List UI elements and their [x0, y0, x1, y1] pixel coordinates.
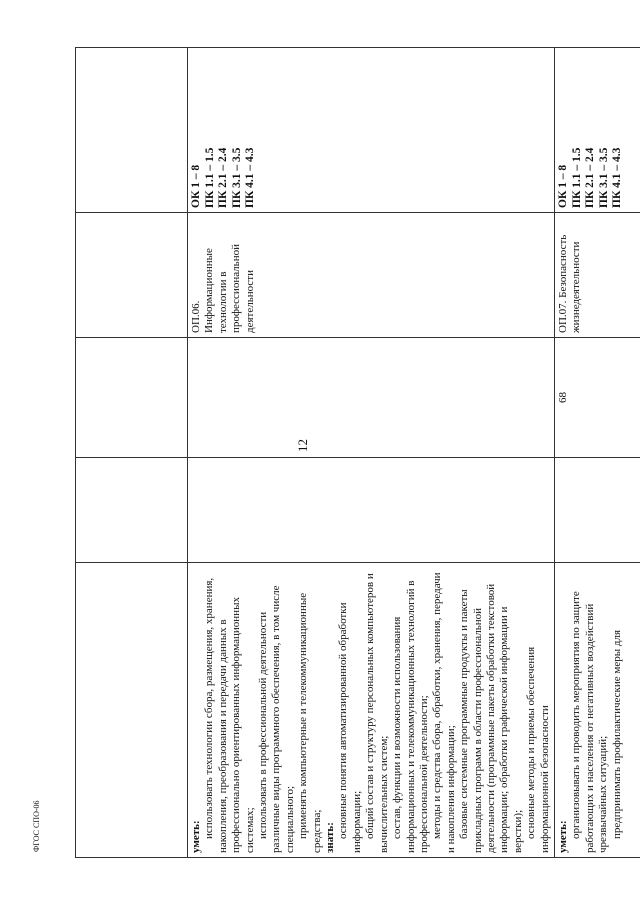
competencies-cell: [554, 48, 640, 213]
discipline-cell: [76, 213, 188, 338]
page-number: 12: [295, 439, 310, 452]
knowledge-item: основные понятия автоматизированной обработки информации;: [337, 602, 363, 853]
competency-code: ПК 3.1 – 3.5: [597, 147, 610, 208]
skill-item: использовать в профессиональной деятельности различные виды программного обеспечения, в том числе специального;: [257, 585, 296, 853]
rotated-table-container: [75, 48, 624, 858]
knowledge-item: базовые системные программные продукты и пакеты прикладных программ в области профессиональной деятельности (программные пакеты обработки текстовой информации; обработки графической информации и верстки);: [458, 583, 524, 853]
hours-cell: 68: [554, 338, 640, 458]
curriculum-table: [75, 47, 640, 858]
skill-item: организовывать и проводить мероприятия по защите работающих и населения от негативных воздействий чрезвычайных ситуаций;: [570, 591, 610, 853]
competency-code: ПК 1.1 – 1.5: [570, 147, 583, 208]
code-cell: [188, 458, 555, 563]
code-cell: [554, 458, 640, 563]
competency-code: ПК 4.1 – 4.3: [611, 147, 624, 208]
competency-code: ПК 4.1 – 4.3: [244, 147, 257, 208]
knowledge-item: состав, функции и возможности использования информационных и телекоммуникационных технологий в профессиональной деятельности;: [391, 580, 430, 853]
skills-label: уметь:: [190, 820, 202, 853]
knowledge-item: основные методы и приемы обеспечения информационной безопасности: [525, 646, 551, 853]
discipline-cell: ОП.07. Безопасность жизнедеятельности: [554, 213, 640, 338]
competencies-cell: [188, 48, 555, 213]
requirements-cell: [188, 563, 555, 858]
hours-cell: [188, 338, 555, 458]
competency-code: ОК 1 – 8: [556, 164, 569, 208]
competencies-cell: [76, 48, 188, 213]
competency-code: ПК 2.1 – 2.4: [584, 147, 597, 208]
requirements-cell: [554, 563, 640, 858]
competency-code: ОК 1 – 8: [190, 164, 202, 208]
table-row: [76, 48, 188, 858]
competency-code: ПК 3.1 – 3.5: [230, 147, 243, 208]
skills-label: уметь:: [556, 820, 569, 853]
table-row: [554, 48, 640, 858]
knowledge-item: общий состав и структуру персональных компьютеров и вычислительных систем;: [364, 573, 390, 853]
requirements-cell: [76, 563, 188, 858]
discipline-cell: ОП.06. Информационные технологии в профессиональной деятельности: [188, 213, 555, 338]
competency-code: ПК 2.1 – 2.4: [217, 147, 230, 208]
competency-code: ПК 1.1 – 1.5: [203, 147, 216, 208]
skill-item: предпринимать профилактические меры для: [610, 629, 623, 839]
knowledge-item: методы и средства сбора, обработки, хранения, передачи и накопления информации;: [431, 572, 457, 853]
hours-cell: [76, 338, 188, 458]
code-cell: [76, 458, 188, 563]
knowledge-label: знать:: [324, 822, 337, 853]
footer-label: ФГОС СПО-06: [32, 800, 41, 852]
skill-item: применять компьютерные и телекоммуникационные средства;: [297, 592, 323, 853]
table-row: [188, 48, 555, 858]
skill-item: использовать технологии сбора, размещения, хранения, накопления, преобразования и передачи данных в профессионально ориентированных информационных системах;: [203, 577, 256, 853]
